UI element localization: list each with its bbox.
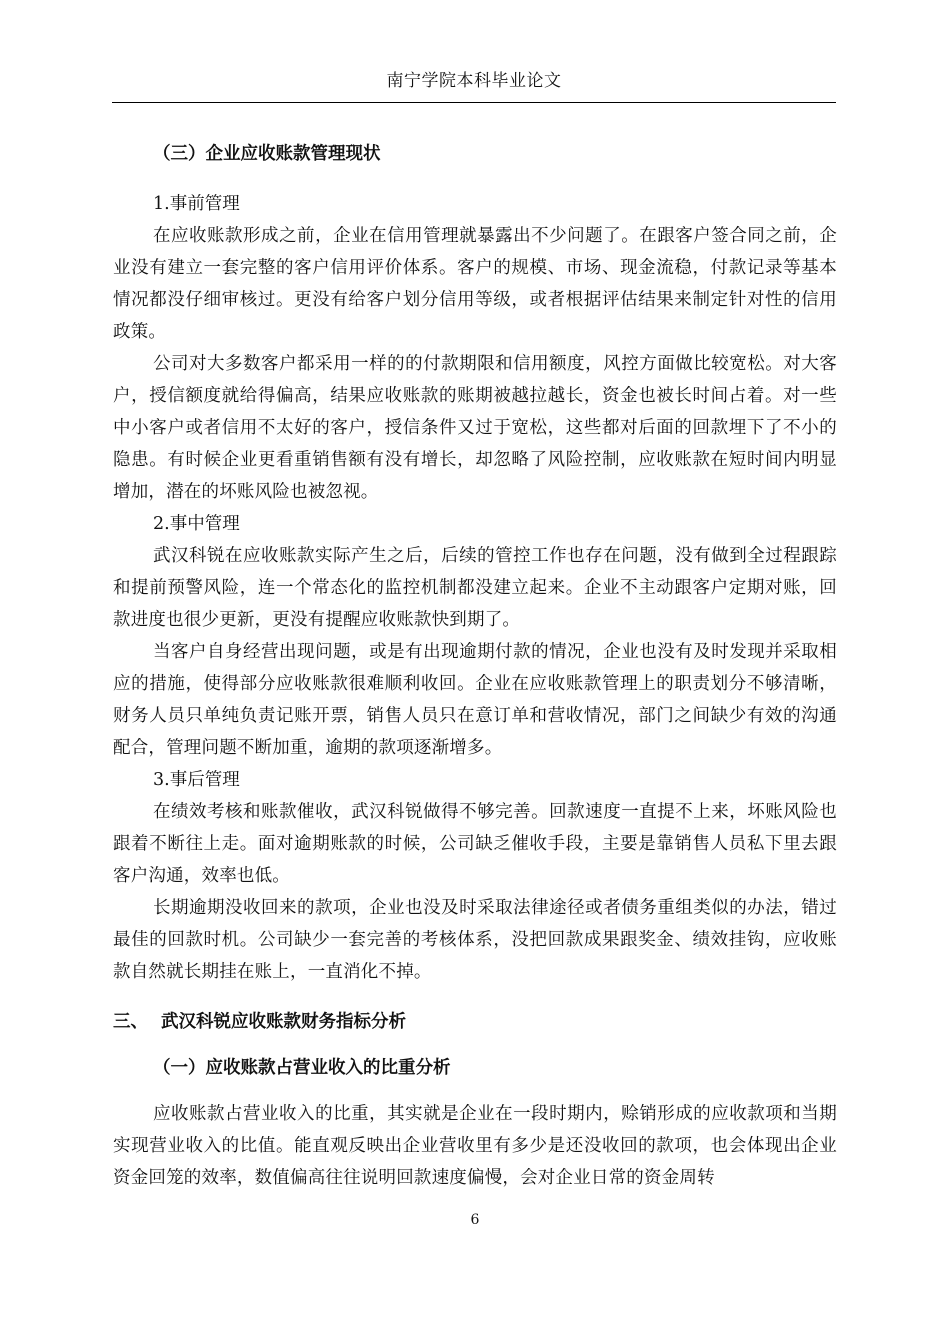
page-header <box>112 62 836 103</box>
subsection-label: 3.事后管理 <box>153 770 240 790</box>
body-paragraph: 在绩效考核和账款催收，武汉科锐做得不够完善。回款速度一直提不上来，坏账风险也跟着不断往上走。面对逾期账款的时候，公司缺乏催收手段，主要是靠销售人员私下里去跟客户沟通，效率也低。 <box>113 802 837 886</box>
section-heading: （一）应收账款占营业收入的比重分析 <box>153 1058 451 1078</box>
header-title: 南宁学院本科毕业论文 <box>386 71 562 91</box>
body-paragraph: 应收账款占营业收入的比重，其实就是企业在一段时期内，赊销形成的应收款项和当期实现营业收入的比值。能直观反映出企业营收里有多少是还没收回的款项，也会体现出企业资金回笼的效率，数值偏高往往说明回款速度偏慢，会对企业日常的资金周转 <box>113 1104 837 1188</box>
body-paragraph: 公司对大多数客户都采用一样的的付款期限和信用额度，风控方面做比较宽松。对大客户，授信额度就给得偏高，结果应收账款的账期被越拉越长，资金也被长时间占着。对一些中小客户或者信用不太好的客户，授信条件又过于宽松，这些都对后面的回款埋下了不小的隐患。有时候企业更看重销售额有没有增长，却忽略了风险控制，应收账款在短时间内明显增加，潜在的坏账风险也被忽视。 <box>113 354 837 502</box>
subsection-label: 1.事前管理 <box>153 194 240 214</box>
body-paragraph: 当客户自身经营出现问题，或是有出现逾期付款的情况，企业也没有及时发现并采取相应的措施，使得部分应收账款很难顺利收回。企业在应收账款管理上的职责划分不够清晰，财务人员只单纯负责记账开票，销售人员只在意订单和营收情况，部门之间缺少有效的沟通配合，管理问题不断加重，逾期的款项逐渐增多。 <box>113 642 837 758</box>
chapter-title: 武汉科锐应收账款财务指标分析 <box>161 1012 406 1032</box>
page-body <box>113 138 837 1194</box>
subsection-label: 2.事中管理 <box>153 514 240 534</box>
body-paragraph: 长期逾期没收回来的款项，企业也没及时采取法律途径或者债务重组类似的办法，错过最佳的回款时机。公司缺少一套完善的考核体系，没把回款成果跟奖金、绩效挂钩，应收账款自然就长期挂在账上，一直消化不掉。 <box>113 898 837 982</box>
chapter-number: 三、 <box>113 1012 148 1032</box>
body-paragraph: 在应收账款形成之前，企业在信用管理就暴露出不少问题了。在跟客户签合同之前，企业没有建立一套完整的客户信用评价体系。客户的规模、市场、现金流稳，付款记录等基本情况都没仔细审核过。更没有给客户划分信用等级，或者根据评估结果来制定针对性的信用政策。 <box>113 226 837 342</box>
body-paragraph: 武汉科锐在应收账款实际产生之后，后续的管控工作也存在问题，没有做到全过程跟踪和提前预警风险，连一个常态化的监控机制都没建立起来。企业不主动跟客户定期对账，回款进度也很少更新，更没有提醒应收账款快到期了。 <box>113 546 837 630</box>
chapter-heading <box>113 1006 837 1038</box>
page-number: 6 <box>470 1212 480 1228</box>
section-heading: （三）企业应收账款管理现状 <box>153 144 381 164</box>
